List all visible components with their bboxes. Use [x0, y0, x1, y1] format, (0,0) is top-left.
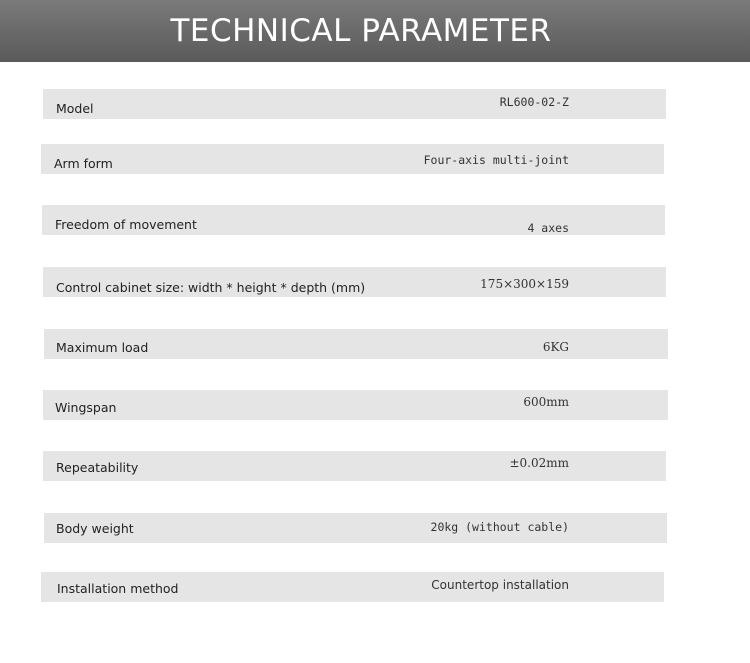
param-row-wingspan: [43, 390, 668, 420]
param-label: Freedom of movement: [55, 217, 197, 232]
param-value: 20kg (without cable): [430, 520, 569, 534]
param-value: 4 axes: [527, 221, 569, 235]
param-row-model: [43, 89, 666, 119]
page-title: TECHNICAL PARAMETER: [170, 13, 552, 49]
param-label: Repeatability: [56, 460, 139, 475]
param-label: Control cabinet size: width * height * depth (mm): [56, 280, 366, 295]
param-row-max-load: [44, 329, 668, 359]
param-value: Countertop installation: [431, 578, 569, 592]
param-value: ±0.02mm: [509, 456, 569, 470]
param-row-cabinet-size: [43, 267, 666, 297]
param-label: Arm form: [54, 156, 113, 171]
param-row-arm-form: [41, 144, 664, 174]
param-label: Maximum load: [56, 340, 149, 355]
param-value: 6KG: [542, 340, 569, 354]
param-value: RL600-02-Z: [499, 95, 569, 109]
param-row-installation: [41, 572, 664, 602]
param-value: Four-axis multi-joint: [423, 153, 569, 167]
param-label: Installation method: [57, 581, 179, 596]
param-value: 175×300×159: [480, 277, 569, 291]
param-row-freedom: [42, 205, 665, 235]
param-row-body-weight: [44, 513, 667, 543]
header-banner: [0, 0, 750, 62]
param-label: Model: [56, 101, 94, 116]
param-label: Body weight: [56, 521, 134, 536]
param-value: 600mm: [523, 395, 569, 409]
param-row-repeatability: [43, 451, 666, 481]
param-label: Wingspan: [55, 400, 117, 415]
